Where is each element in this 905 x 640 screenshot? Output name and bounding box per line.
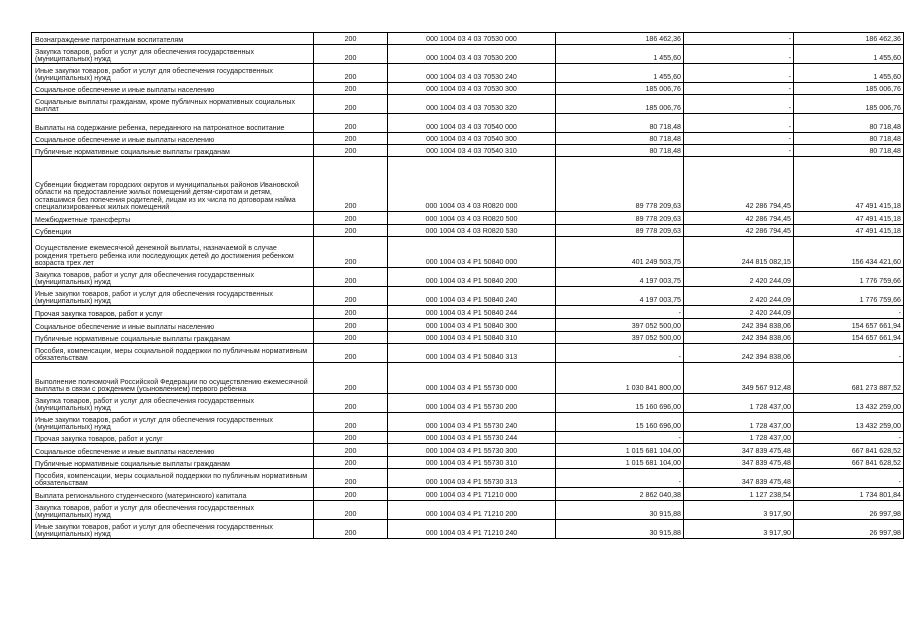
row-code-cell: 200 xyxy=(314,145,388,157)
row-executed-cell: 347 839 475,48 xyxy=(684,469,794,488)
row-code-cell: 200 xyxy=(314,332,388,344)
row-name-cell: Пособия, компенсации, меры социальной поддержки по публичным нормативным обязательствам xyxy=(32,344,314,363)
row-executed-cell: 347 839 475,48 xyxy=(684,444,794,457)
table-row xyxy=(32,394,904,413)
table-row xyxy=(32,114,904,133)
row-executed-cell: 42 286 794,45 xyxy=(684,225,794,237)
row-code-cell: 200 xyxy=(314,306,388,319)
row-unexecuted-cell: 1 455,60 xyxy=(794,45,904,64)
row-code-cell: 200 xyxy=(314,457,388,469)
row-name-cell: Социальное обеспечение и иные выплаты населению xyxy=(32,83,314,95)
row-name-cell: Публичные нормативные социальные выплаты гражданам xyxy=(32,457,314,469)
row-approved-cell: 15 160 696,00 xyxy=(556,413,684,432)
row-unexecuted-cell: 47 491 415,18 xyxy=(794,157,904,212)
row-name-cell: Пособия, компенсации, меры социальной поддержки по публичным нормативным обязательствам xyxy=(32,469,314,488)
row-code-cell: 200 xyxy=(314,432,388,444)
row-unexecuted-cell: 667 841 628,52 xyxy=(794,457,904,469)
row-code-cell: 200 xyxy=(314,225,388,237)
table-row xyxy=(32,432,904,444)
row-code-cell: 200 xyxy=(314,501,388,520)
row-approved-cell: 1 455,60 xyxy=(556,64,684,83)
row-unexecuted-cell: 1 776 759,66 xyxy=(794,268,904,287)
table-row xyxy=(32,268,904,287)
row-approved-cell: 80 718,48 xyxy=(556,145,684,157)
row-unexecuted-cell: 154 657 661,94 xyxy=(794,319,904,332)
row-executed-cell: - xyxy=(684,64,794,83)
row-name-cell: Закупка товаров, работ и услуг для обеспечения государственных (муниципальных) нужд xyxy=(32,394,314,413)
row-executed-cell: - xyxy=(684,33,794,45)
row-name-cell: Иные закупки товаров, работ и услуг для обеспечения государственных (муниципальных) нужд xyxy=(32,520,314,539)
table-row xyxy=(32,444,904,457)
row-approved-cell: 1 030 841 800,00 xyxy=(556,363,684,394)
table-row xyxy=(32,363,904,394)
row-executed-cell: 242 394 838,06 xyxy=(684,319,794,332)
row-unexecuted-cell: - xyxy=(794,344,904,363)
row-kbk-cell: 000 1004 03 4 P1 50840 244 xyxy=(388,306,556,319)
row-kbk-cell: 000 1004 03 4 P1 71210 240 xyxy=(388,520,556,539)
row-code-cell: 200 xyxy=(314,287,388,306)
row-unexecuted-cell: 80 718,48 xyxy=(794,133,904,145)
row-code-cell: 200 xyxy=(314,268,388,287)
row-executed-cell: - xyxy=(684,114,794,133)
row-name-cell: Социальное обеспечение и иные выплаты населению xyxy=(32,444,314,457)
table-row xyxy=(32,45,904,64)
row-code-cell: 200 xyxy=(314,444,388,457)
row-name-cell: Вознаграждение патронатным воспитателям xyxy=(32,33,314,45)
row-executed-cell: - xyxy=(684,145,794,157)
row-name-cell: Субвенции xyxy=(32,225,314,237)
table-row xyxy=(32,319,904,332)
row-unexecuted-cell: 1 776 759,66 xyxy=(794,287,904,306)
row-unexecuted-cell: 47 491 415,18 xyxy=(794,212,904,225)
row-approved-cell: - xyxy=(556,469,684,488)
table-row xyxy=(32,157,904,212)
row-unexecuted-cell: 13 432 259,00 xyxy=(794,413,904,432)
row-code-cell: 200 xyxy=(314,64,388,83)
row-approved-cell: 401 249 503,75 xyxy=(556,237,684,268)
row-unexecuted-cell: 80 718,48 xyxy=(794,114,904,133)
table-row xyxy=(32,212,904,225)
row-executed-cell: 1 728 437,00 xyxy=(684,413,794,432)
row-name-cell: Иные закупки товаров, работ и услуг для обеспечения государственных (муниципальных) нужд xyxy=(32,287,314,306)
row-name-cell: Осуществление ежемесячной денежной выплаты, назначаемой в случае рождения третьего ребенка или последующих детей до достижения ребенком возраста трех лет xyxy=(32,237,314,268)
table-row xyxy=(32,64,904,83)
row-approved-cell: 185 006,76 xyxy=(556,95,684,114)
row-code-cell: 200 xyxy=(314,212,388,225)
row-executed-cell: 42 286 794,45 xyxy=(684,212,794,225)
table-row xyxy=(32,95,904,114)
table-row xyxy=(32,145,904,157)
row-kbk-cell: 000 1004 03 4 P1 71210 200 xyxy=(388,501,556,520)
row-kbk-cell: 000 1004 03 4 03 R0820 000 xyxy=(388,157,556,212)
row-executed-cell: - xyxy=(684,95,794,114)
row-name-cell: Выплата регионального студенческого (материнского) капитала xyxy=(32,488,314,501)
row-executed-cell: 2 420 244,09 xyxy=(684,287,794,306)
row-name-cell: Социальные выплаты гражданам, кроме публичных нормативных социальных выплат xyxy=(32,95,314,114)
row-unexecuted-cell: 681 273 887,52 xyxy=(794,363,904,394)
row-name-cell: Социальное обеспечение и иные выплаты населению xyxy=(32,319,314,332)
row-name-cell: Закупка товаров, работ и услуг для обеспечения государственных (муниципальных) нужд xyxy=(32,268,314,287)
row-code-cell: 200 xyxy=(314,114,388,133)
row-approved-cell: 1 015 681 104,00 xyxy=(556,457,684,469)
row-executed-cell: 42 286 794,45 xyxy=(684,157,794,212)
row-code-cell: 200 xyxy=(314,237,388,268)
row-unexecuted-cell: 185 006,76 xyxy=(794,95,904,114)
table-body xyxy=(32,33,904,539)
row-name-cell: Межбюджетные трансферты xyxy=(32,212,314,225)
row-kbk-cell: 000 1004 03 4 P1 55730 300 xyxy=(388,444,556,457)
row-name-cell: Выплаты на содержание ребенка, переданного на патронатное воспитание xyxy=(32,114,314,133)
row-approved-cell: 4 197 003,75 xyxy=(556,287,684,306)
row-kbk-cell: 000 1004 03 4 P1 55730 200 xyxy=(388,394,556,413)
row-unexecuted-cell: 80 718,48 xyxy=(794,145,904,157)
row-executed-cell: 347 839 475,48 xyxy=(684,457,794,469)
row-kbk-cell: 000 1004 03 4 P1 55730 000 xyxy=(388,363,556,394)
row-kbk-cell: 000 1004 03 4 P1 50840 313 xyxy=(388,344,556,363)
row-code-cell: 200 xyxy=(314,363,388,394)
row-executed-cell: 349 567 912,48 xyxy=(684,363,794,394)
budget-execution-table xyxy=(31,32,904,539)
row-approved-cell: 89 778 209,63 xyxy=(556,157,684,212)
table-row xyxy=(32,332,904,344)
row-kbk-cell: 000 1004 03 4 P1 50840 310 xyxy=(388,332,556,344)
row-name-cell: Закупка товаров, работ и услуг для обеспечения государственных (муниципальных) нужд xyxy=(32,501,314,520)
row-unexecuted-cell: - xyxy=(794,469,904,488)
row-code-cell: 200 xyxy=(314,157,388,212)
row-unexecuted-cell: 154 657 661,94 xyxy=(794,332,904,344)
row-kbk-cell: 000 1004 03 4 03 70540 300 xyxy=(388,133,556,145)
row-kbk-cell: 000 1004 03 4 03 70530 240 xyxy=(388,64,556,83)
row-approved-cell: 1 455,60 xyxy=(556,45,684,64)
table-row xyxy=(32,33,904,45)
row-code-cell: 200 xyxy=(314,83,388,95)
table-row xyxy=(32,344,904,363)
row-approved-cell: - xyxy=(556,306,684,319)
row-name-cell: Прочая закупка товаров, работ и услуг xyxy=(32,306,314,319)
row-kbk-cell: 000 1004 03 4 P1 55730 313 xyxy=(388,469,556,488)
table-row xyxy=(32,306,904,319)
row-executed-cell: 1 127 238,54 xyxy=(684,488,794,501)
table-row xyxy=(32,287,904,306)
row-code-cell: 200 xyxy=(314,344,388,363)
row-approved-cell: 4 197 003,75 xyxy=(556,268,684,287)
row-approved-cell: 397 052 500,00 xyxy=(556,319,684,332)
row-kbk-cell: 000 1004 03 4 P1 50840 000 xyxy=(388,237,556,268)
table-row xyxy=(32,237,904,268)
row-approved-cell: 397 052 500,00 xyxy=(556,332,684,344)
row-executed-cell: 2 420 244,09 xyxy=(684,268,794,287)
row-approved-cell: 30 915,88 xyxy=(556,501,684,520)
row-code-cell: 200 xyxy=(314,319,388,332)
row-unexecuted-cell: 1 455,60 xyxy=(794,64,904,83)
row-kbk-cell: 000 1004 03 4 03 70530 300 xyxy=(388,83,556,95)
row-approved-cell: - xyxy=(556,344,684,363)
table-row xyxy=(32,225,904,237)
row-code-cell: 200 xyxy=(314,133,388,145)
row-kbk-cell: 000 1004 03 4 03 R0820 530 xyxy=(388,225,556,237)
row-approved-cell: 185 006,76 xyxy=(556,83,684,95)
row-approved-cell: 2 862 040,38 xyxy=(556,488,684,501)
row-unexecuted-cell: 186 462,36 xyxy=(794,33,904,45)
row-kbk-cell: 000 1004 03 4 P1 50840 200 xyxy=(388,268,556,287)
row-kbk-cell: 000 1004 03 4 03 70530 000 xyxy=(388,33,556,45)
table-row xyxy=(32,133,904,145)
row-unexecuted-cell: 26 997,98 xyxy=(794,520,904,539)
row-kbk-cell: 000 1004 03 4 03 70530 320 xyxy=(388,95,556,114)
row-unexecuted-cell: 185 006,76 xyxy=(794,83,904,95)
row-name-cell: Иные закупки товаров, работ и услуг для обеспечения государственных (муниципальных) нужд xyxy=(32,413,314,432)
row-code-cell: 200 xyxy=(314,413,388,432)
row-kbk-cell: 000 1004 03 4 03 70530 200 xyxy=(388,45,556,64)
row-executed-cell: 3 917,90 xyxy=(684,520,794,539)
row-approved-cell: 15 160 696,00 xyxy=(556,394,684,413)
row-name-cell: Публичные нормативные социальные выплаты гражданам xyxy=(32,145,314,157)
row-name-cell: Прочая закупка товаров, работ и услуг xyxy=(32,432,314,444)
row-code-cell: 200 xyxy=(314,469,388,488)
row-code-cell: 200 xyxy=(314,95,388,114)
row-unexecuted-cell: 1 734 801,84 xyxy=(794,488,904,501)
row-name-cell: Иные закупки товаров, работ и услуг для обеспечения государственных (муниципальных) нужд xyxy=(32,64,314,83)
row-unexecuted-cell: 156 434 421,60 xyxy=(794,237,904,268)
row-code-cell: 200 xyxy=(314,488,388,501)
row-approved-cell: - xyxy=(556,432,684,444)
row-executed-cell: 242 394 838,06 xyxy=(684,332,794,344)
row-code-cell: 200 xyxy=(314,45,388,64)
row-code-cell: 200 xyxy=(314,520,388,539)
row-unexecuted-cell: - xyxy=(794,432,904,444)
row-name-cell: Публичные нормативные социальные выплаты гражданам xyxy=(32,332,314,344)
row-unexecuted-cell: 47 491 415,18 xyxy=(794,225,904,237)
row-kbk-cell: 000 1004 03 4 P1 55730 240 xyxy=(388,413,556,432)
row-kbk-cell: 000 1004 03 4 P1 71210 000 xyxy=(388,488,556,501)
row-executed-cell: 242 394 838,06 xyxy=(684,344,794,363)
row-approved-cell: 80 718,48 xyxy=(556,114,684,133)
row-kbk-cell: 000 1004 03 4 03 R0820 500 xyxy=(388,212,556,225)
row-name-cell: Выполнение полномочий Российской Федерации по осуществлению ежемесячной выплаты в связи с рождением (усыновлением) первого ребенка xyxy=(32,363,314,394)
row-kbk-cell: 000 1004 03 4 03 70540 310 xyxy=(388,145,556,157)
row-name-cell: Субвенции бюджетам городских округов и муниципальных районов Ивановской области на предоставление жилых помещений детям-сиротам и детям, оставшимся без попечения родителей, лицам из их числа по договорам найма специализированных жилых помещений xyxy=(32,157,314,212)
table-row xyxy=(32,488,904,501)
row-name-cell: Социальное обеспечение и иные выплаты населению xyxy=(32,133,314,145)
row-executed-cell: 3 917,90 xyxy=(684,501,794,520)
row-executed-cell: 1 728 437,00 xyxy=(684,394,794,413)
row-kbk-cell: 000 1004 03 4 P1 55730 310 xyxy=(388,457,556,469)
row-name-cell: Закупка товаров, работ и услуг для обеспечения государственных (муниципальных) нужд xyxy=(32,45,314,64)
row-kbk-cell: 000 1004 03 4 P1 55730 244 xyxy=(388,432,556,444)
table-row xyxy=(32,83,904,95)
row-approved-cell: 89 778 209,63 xyxy=(556,225,684,237)
row-kbk-cell: 000 1004 03 4 P1 50840 240 xyxy=(388,287,556,306)
table-row xyxy=(32,469,904,488)
row-executed-cell: 2 420 244,09 xyxy=(684,306,794,319)
row-approved-cell: 186 462,36 xyxy=(556,33,684,45)
row-executed-cell: - xyxy=(684,133,794,145)
table-row xyxy=(32,501,904,520)
row-approved-cell: 1 015 681 104,00 xyxy=(556,444,684,457)
table-row xyxy=(32,413,904,432)
row-executed-cell: - xyxy=(684,45,794,64)
table-row xyxy=(32,457,904,469)
row-code-cell: 200 xyxy=(314,394,388,413)
row-executed-cell: 1 728 437,00 xyxy=(684,432,794,444)
row-code-cell: 200 xyxy=(314,33,388,45)
row-approved-cell: 80 718,48 xyxy=(556,133,684,145)
row-kbk-cell: 000 1004 03 4 P1 50840 300 xyxy=(388,319,556,332)
row-unexecuted-cell: - xyxy=(794,306,904,319)
row-approved-cell: 89 778 209,63 xyxy=(556,212,684,225)
row-executed-cell: - xyxy=(684,83,794,95)
row-unexecuted-cell: 13 432 259,00 xyxy=(794,394,904,413)
row-kbk-cell: 000 1004 03 4 03 70540 000 xyxy=(388,114,556,133)
row-approved-cell: 30 915,88 xyxy=(556,520,684,539)
row-unexecuted-cell: 26 997,98 xyxy=(794,501,904,520)
table-row xyxy=(32,520,904,539)
row-executed-cell: 244 815 082,15 xyxy=(684,237,794,268)
row-unexecuted-cell: 667 841 628,52 xyxy=(794,444,904,457)
